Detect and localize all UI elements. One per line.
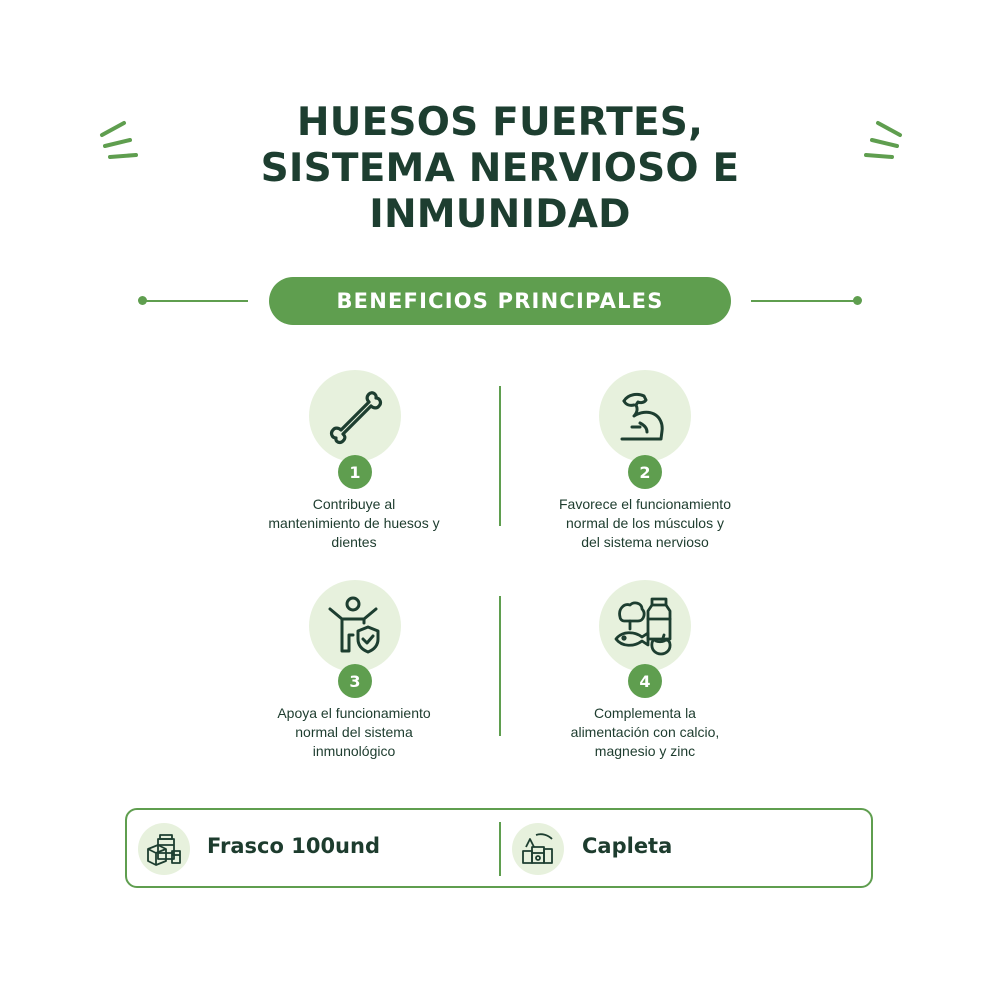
spec-icon-circle — [138, 823, 190, 875]
benefit-divider — [499, 386, 501, 526]
benefit-icon-circle — [599, 370, 691, 462]
spec-divider — [499, 822, 501, 876]
benefit-text-line: dientes — [331, 534, 377, 550]
benefit-icon-circle — [599, 580, 691, 672]
benefit-text-line: mantenimiento de huesos y — [268, 515, 440, 531]
benefit-number-badge — [338, 664, 372, 698]
sparkle-right-icon — [860, 120, 904, 164]
spec-icon-circle — [512, 823, 564, 875]
supplement-pills-icon — [518, 829, 558, 869]
bottles-boxes-icon — [144, 829, 184, 869]
spec-label: Frasco 100und — [207, 834, 380, 858]
title-line: INMUNIDAD — [369, 192, 631, 237]
benefit-number: 4 — [639, 671, 651, 691]
benefit-text-line: alimentación con calcio, — [570, 724, 720, 740]
benefit-description — [254, 704, 454, 761]
benefit-description — [254, 495, 454, 552]
rule-dot-right — [853, 296, 862, 305]
benefit-text-line: Apoya el funcionamiento — [277, 705, 431, 721]
benefit-number-badge — [628, 455, 662, 489]
section-badge-label: BENEFICIOS PRINCIPALES — [336, 289, 664, 313]
benefit-text-line: magnesio y zinc — [594, 743, 696, 759]
spec-label: Capleta — [582, 834, 673, 858]
page-title — [200, 100, 800, 238]
person-shield-icon — [320, 591, 390, 661]
benefit-divider — [499, 596, 501, 736]
sparkle-left-icon — [98, 120, 142, 164]
benefit-icon-circle — [309, 580, 401, 672]
benefit-text-line: Contribuye al — [312, 496, 396, 512]
benefit-text-line: Complementa la — [594, 705, 696, 721]
benefit-text-line: normal de los músculos y — [566, 515, 724, 531]
rule-right — [751, 300, 857, 302]
benefit-number: 3 — [349, 671, 361, 691]
benefit-number: 2 — [639, 462, 651, 482]
benefit-text-line: inmunológico — [312, 743, 396, 759]
title-line: SISTEMA NERVIOSO E — [260, 146, 740, 191]
food-groceries-icon — [608, 589, 682, 663]
benefit-description — [545, 495, 745, 552]
flexed-arm-muscle-icon — [610, 381, 680, 451]
benefit-icon-circle — [309, 370, 401, 462]
rule-left — [142, 300, 248, 302]
benefit-description — [545, 704, 745, 761]
benefit-number-badge — [628, 664, 662, 698]
benefit-number-badge — [338, 455, 372, 489]
bone-icon — [320, 381, 390, 451]
benefit-number: 1 — [349, 462, 361, 482]
benefit-text-line: del sistema nervioso — [581, 534, 709, 550]
benefit-text-line: Favorece el funcionamiento — [559, 496, 731, 512]
section-badge — [269, 277, 731, 325]
benefit-text-line: normal del sistema — [295, 724, 413, 740]
title-line: HUESOS FUERTES, — [296, 100, 704, 145]
